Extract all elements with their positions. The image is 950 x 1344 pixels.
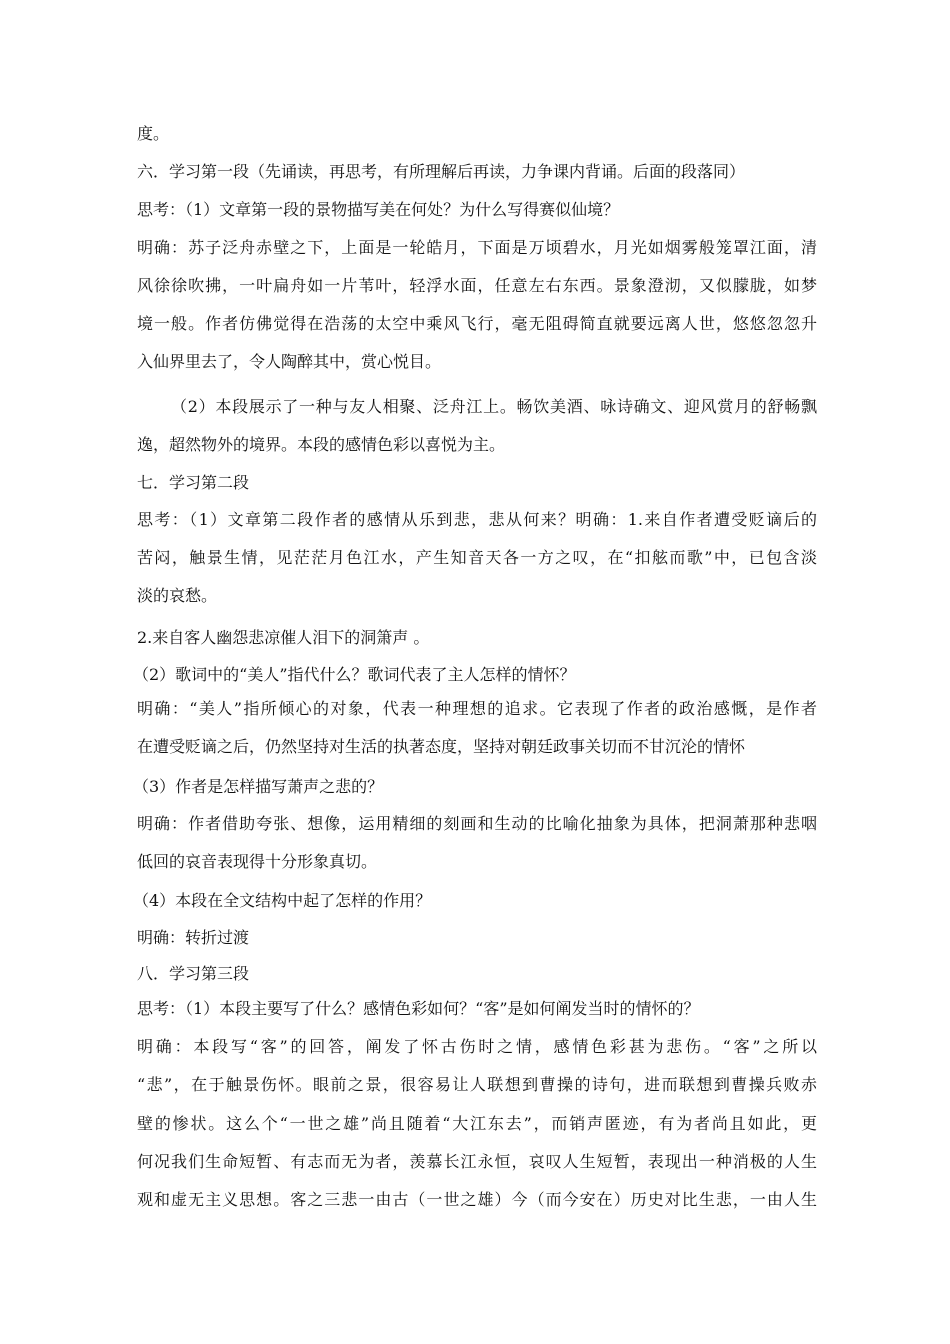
answer-line: 壁的惨状。这么个“一世之雄”尚且随着“大江东去”，而销声匿迹，有为者尚且如此，更 <box>137 1114 817 1133</box>
answer-line: 观和虚无主义思想。客之三悲一由古（一世之雄）今（而今安在）历史对比生悲，一由人生 <box>137 1190 817 1209</box>
question-1: 思考：（1）本段主要写了什么？感情色彩如何？“客”是如何阐发当时的情怀的？ <box>137 999 700 1018</box>
section-heading-eight: 八．学习第三段 <box>137 964 250 983</box>
question-line: 思考：（1）文章第二段作者的感情从乐到悲，悲从何来？明确：1.来自作者遭受贬谪后的 <box>137 510 817 529</box>
answer-line: “悲”，在于触景伤怀。眼前之景，很容易让人联想到曹操的诗句，进而联想到曹操兵败赤 <box>137 1075 817 1094</box>
question-line: 苦闷，触景生情，见茫茫月色江水，产生知音天各一方之叹，在“扣舷而歌”中，已包含淡 <box>137 548 817 567</box>
answer-line: 明确：苏子泛舟赤壁之下，上面是一轮皓月，下面是万顷碧水，月光如烟雾般笼罩江面，清 <box>137 238 817 257</box>
answer-line: 明确：本段写“客”的回答，阐发了怀古伤时之情，感情色彩甚为悲伤。“客”之所以 <box>137 1037 817 1056</box>
answer-line: 在遭受贬谪之后，仍然坚持对生活的执著态度，坚持对朝廷政事关切而不甘沉沦的情怀 <box>137 737 746 756</box>
question-4: （4）本段在全文结构中起了怎样的作用？ <box>133 891 432 910</box>
question-1: 思考：（1）文章第一段的景物描写美在何处？为什么写得赛似仙境？ <box>137 200 620 219</box>
answer-line: 何况我们生命短暂、有志而无为者，羡慕长江永恒，哀叹人生短暂，表现出一种消极的人生 <box>137 1152 817 1171</box>
section-heading-six: 六．学习第一段（先诵读，再思考，有所理解后再读，力争课内背诵。后面的段落同） <box>137 162 746 181</box>
answer-line: 低回的哀音表现得十分形象真切。 <box>137 852 378 871</box>
section-heading-seven: 七．学习第二段 <box>137 473 250 492</box>
answer-line: 明确：“美人”指所倾心的对象，代表一种理想的追求。它表现了作者的政治感慨，是作者 <box>137 699 817 718</box>
answer-line: 风徐徐吹拂，一叶扁舟如一片苇叶，轻浮水面，任意左右东西。景象澄沏，又似朦胧，如梦 <box>137 276 817 295</box>
point-2-line: 逸，超然物外的境界。本段的感情色彩以喜悦为主。 <box>137 435 506 454</box>
question-3: （3）作者是怎样描写萧声之悲的？ <box>133 777 384 796</box>
answer-line: 境一般。作者仿佛觉得在浩荡的太空中乘风飞行，毫无阻碍简直就要远离人世，悠悠忽忽升 <box>137 314 817 333</box>
question-2: （2）歌词中的“美人”指代什么？歌词代表了主人怎样的情怀？ <box>133 665 576 684</box>
answer-line: 明确：转折过渡 <box>137 928 250 947</box>
text-line-1: 度。 <box>137 124 170 143</box>
point-2-line: （2）本段展示了一种与友人相聚、泛舟江上。畅饮美酒、咏诗确文、迎风赏月的舒畅飘 <box>171 397 817 416</box>
answer-line: 明确：作者借助夸张、想像，运用精细的刻画和生动的比喻化抽象为具体，把洞萧那种悲咽 <box>137 814 817 833</box>
answer-point-2: 2.来自客人幽怨悲凉催人泪下的洞箫声 。 <box>137 628 430 647</box>
question-line: 淡的哀愁。 <box>137 586 218 605</box>
answer-line: 入仙界里去了，令人陶醉其中，赏心悦目。 <box>137 352 442 371</box>
